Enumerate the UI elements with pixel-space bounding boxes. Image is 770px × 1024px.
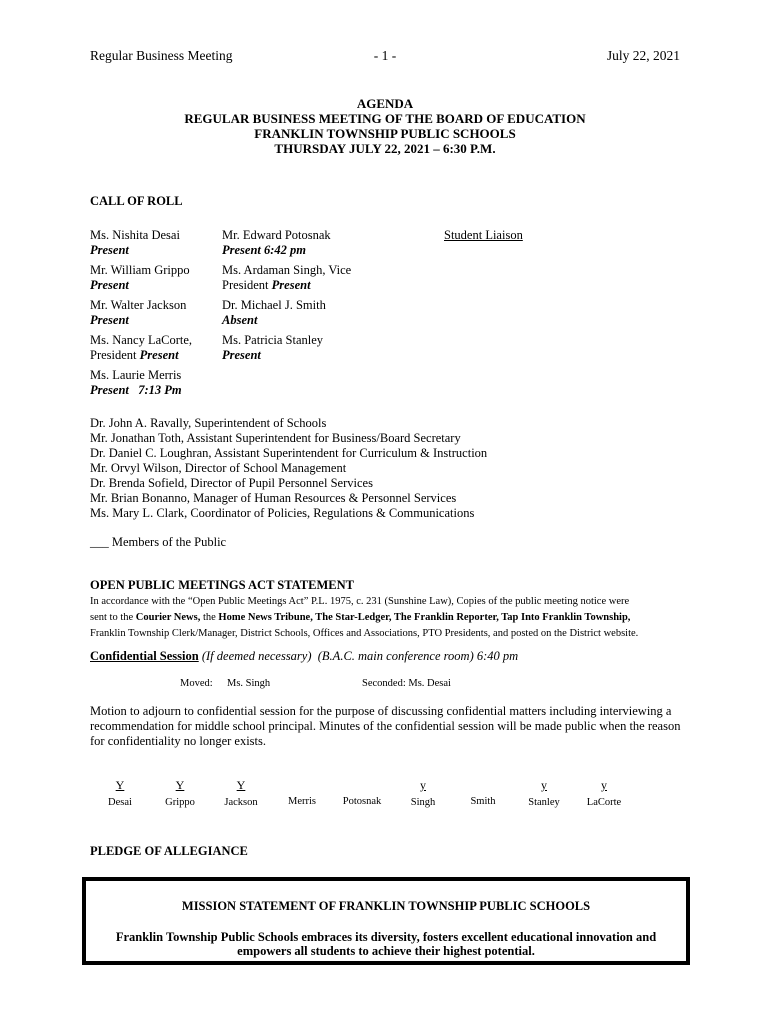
staff-item: Dr. Daniel C. Loughran, Assistant Superintendent for Curriculum & Instruction <box>90 446 488 460</box>
roll-member-singh: Ms. Ardaman Singh, Vice President Present <box>222 263 352 292</box>
pledge-heading: PLEDGE OF ALLEGIANCE <box>90 844 248 858</box>
vote-singh: y Singh <box>410 778 436 808</box>
staff-item: Dr. Brenda Sofield, Director of Pupil Personnel Services <box>90 476 373 490</box>
roll-member-jackson: Mr. Walter Jackson Present <box>90 298 187 327</box>
vote-grippo: Y Grippo <box>165 778 195 808</box>
staff-list <box>90 416 487 521</box>
seconded-by: Seconded: Ms. Desai <box>362 678 451 689</box>
vote-merris: Merris <box>288 796 316 807</box>
roll-member-smith: Dr. Michael J. Smith Absent <box>222 298 326 327</box>
roll-member-grippo: Mr. William Grippo Present <box>90 263 190 292</box>
vote-smith: Smith <box>470 796 496 807</box>
roll-member-stanley: Ms. Patricia Stanley Present <box>222 333 324 362</box>
staff-item: Mr. Brian Bonanno, Manager of Human Resources & Personnel Services <box>90 491 457 505</box>
roll-member-desai: Ms. Nishita Desai Present <box>90 228 180 257</box>
opma-text: In accordance with the “Open Public Meetings Act” P.L. 1975, c. 231 (Sunshine Law), Copies of the public meeting notice were sent to the Courier News, the Home News Tribune, The Star-Ledger, The Franklin Reporter, Tap Into Franklin Township, Franklin Township Clerk/Manager, District Schools, Offices and Associations, PTO Presidents, and posted on the District website. <box>90 596 639 639</box>
agenda-title: AGENDA <box>356 96 414 111</box>
confidential-session-heading: Confidential Session (If deemed necessary) (B.A.C. main conference room) 6:40 pm <box>90 649 519 663</box>
mission-statement-box <box>82 877 690 965</box>
members-of-public: ___ Members of the Public <box>90 535 227 549</box>
vote-lacorte: y LaCorte <box>586 778 622 808</box>
vote-tally <box>0 778 770 818</box>
vote-jackson: Y Jackson <box>224 778 258 808</box>
page-number: - 1 - <box>373 48 397 63</box>
header-left: Regular Business Meeting <box>90 48 233 63</box>
staff-item: Mr. Orvyl Wilson, Director of School Management <box>90 461 347 475</box>
staff-item: Mr. Jonathan Toth, Assistant Superintendent for Business/Board Secretary <box>90 431 461 445</box>
staff-item: Dr. John A. Ravally, Superintendent of Schools <box>90 416 327 430</box>
moved-by: Ms. Singh <box>227 678 271 689</box>
meeting-title: REGULAR BUSINESS MEETING OF THE BOARD OF EDUCATION <box>184 111 586 126</box>
mission-heading: MISSION STATEMENT OF FRANKLIN TOWNSHIP PUBLIC SCHOOLS <box>181 899 591 913</box>
date-title: THURSDAY JULY 22, 2021 – 6:30 P.M. <box>274 141 496 156</box>
roll-member-lacorte: Ms. Nancy LaCorte, President Present <box>90 333 193 362</box>
opma-heading: OPEN PUBLIC MEETINGS ACT STATEMENT <box>90 578 354 592</box>
motion-text: Motion to adjourn to confidential session for the purpose of discussing confidential matters including interviewing a recommendation for middle school principal. Minutes of the confidential session will be made public when the reason for confidentiality no longer exists. <box>90 704 681 748</box>
district-title: FRANKLIN TOWNSHIP PUBLIC SCHOOLS <box>254 126 516 141</box>
roll-member-merris: Ms. Laurie Merris Present 7:13 Pm <box>90 368 182 397</box>
roll-member-potosnak: Mr. Edward Potosnak Present 6:42 pm <box>222 228 331 257</box>
vote-stanley: y Stanley <box>528 778 560 808</box>
mission-line-1: Franklin Township Public Schools embraces its diversity, fosters excellent educational innovation and <box>115 930 657 944</box>
student-liaison: Student Liaison <box>444 228 523 242</box>
vote-potosnak: Potosnak <box>342 796 382 807</box>
mission-line-2: empowers all students to achieve their highest potential. <box>237 944 535 958</box>
staff-item: Ms. Mary L. Clark, Coordinator of Policies, Regulations & Communications <box>90 506 475 520</box>
header-date: July 22, 2021 <box>606 48 680 63</box>
call-of-roll-heading: CALL OF ROLL <box>90 194 183 208</box>
moved-label: Moved: <box>180 678 213 689</box>
vote-desai: Y Desai <box>108 778 132 808</box>
